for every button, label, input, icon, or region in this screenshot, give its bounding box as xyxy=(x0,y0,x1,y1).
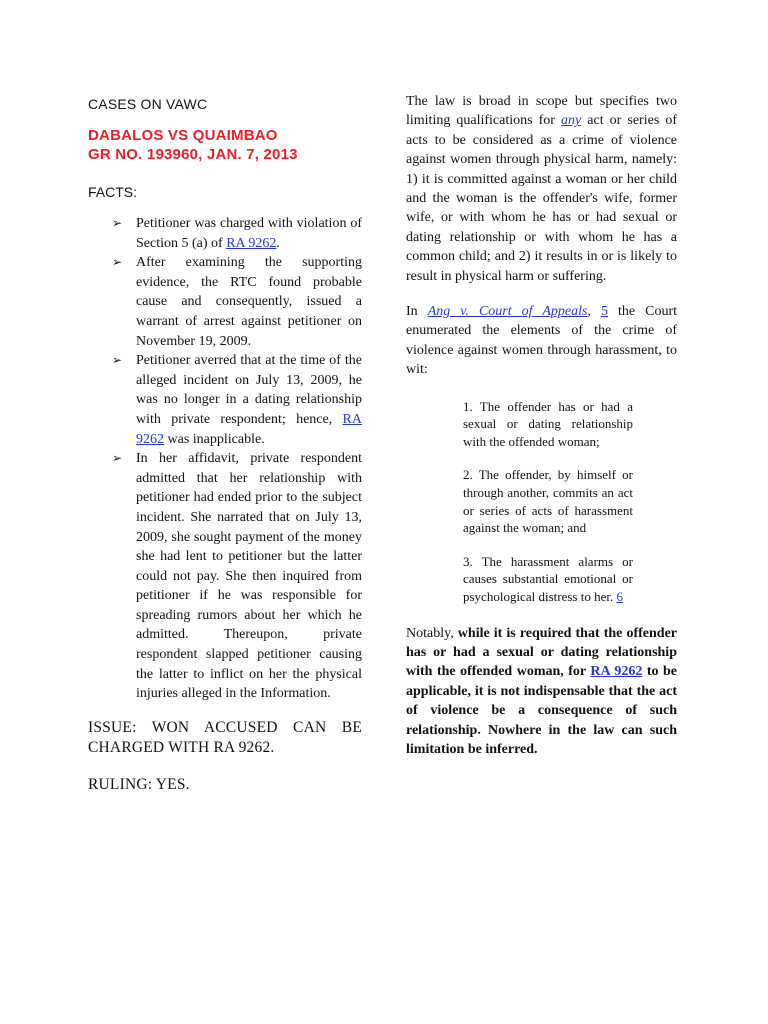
fact-text: Petitioner was charged with violation of Section 5 (a) of xyxy=(136,216,362,251)
fact-text: In her affidavit, private respondent admitted that her relationship with petitioner had ended prior to the subject incident. She narrated that on July 13, 2009, she sought payment of the money she had lent to petitioner but the latter could not pay. She then inquired from petitioner if he was responsible for spreading rumors about her which he admitted. Thereupon, private respondent slapped petitioner causing the latter to inflict on her the physical injuries alleged in the Information. xyxy=(136,451,362,702)
left-column xyxy=(88,92,362,794)
scope-paragraph: The law is broad in scope but specifies two limiting qualifications for any act or series of acts to be considered as a crime of violence against women through physical harm, namely: 1) it is committed against a woman or her child and the woman is the offender's wife, former wife, or with whom he has or had sexual or dating relationship or with whom he has a common child; and 2) it results in or is likely to result in physical harm or suffering. xyxy=(406,94,677,284)
arrow-bullet-icon: ➢ xyxy=(112,353,123,368)
ra-9262-link[interactable]: RA 9262 xyxy=(136,411,362,447)
right-column xyxy=(406,92,677,773)
list-item: ➢ Petitioner averred that at the time of the alleged incident on July 13, 2009, he was no longer in a dating relationship with private respondent; hence, RA 9262 was inapplicable. xyxy=(112,353,362,447)
issue-statement: ISSUE: WON ACCUSED CAN BE CHARGED WITH RA 9262. xyxy=(88,718,362,756)
facts-label: FACTS: xyxy=(88,184,138,200)
list-item xyxy=(88,449,362,704)
case-title-name: DABALOS VS QUAIMBAO xyxy=(88,127,278,144)
case-title xyxy=(88,126,362,164)
element-item: 1. The offender has or had a sexual or dating relationship with the offended woman; xyxy=(463,398,633,449)
page-heading: CASES ON VAWC xyxy=(88,96,208,112)
facts-list xyxy=(88,214,362,704)
arrow-bullet-icon: ➢ xyxy=(112,216,123,230)
ang-v-court-of-appeals-link[interactable]: Ang v. Court of Appeals xyxy=(427,304,588,320)
fact-text: Petitioner averred that at the time of the alleged incident on July 13, 2009, he was no longer in a dating relationship with private respondent; hence, xyxy=(136,353,362,427)
ang-case-paragraph: In Ang v. Court of Appeals, 5 the Court enumerated the elements of the crime of violence against women through harassment, to wit: xyxy=(406,304,677,378)
list-item xyxy=(88,253,362,351)
notably-paragraph: Notably, while it is required that the offender has or had a sexual or dating relationship with the offended woman, for RA 9262 to be applicable, it is not indispensable that the act of violence be a consequence of such relationship. Nowhere in the law can such limitation be inferred. xyxy=(406,625,678,758)
footnote-5-link[interactable]: 5 xyxy=(600,304,608,320)
element-item: 2. The offender, by himself or through another, commits an act or series of acts of harassment against the woman; and xyxy=(463,467,633,536)
case-title-gr-number: GR NO. 193960, JAN. 7, 2013 xyxy=(88,146,298,163)
ra-9262-link[interactable]: RA 9262 xyxy=(226,235,277,251)
elements-list xyxy=(463,398,633,606)
ra-9262-link[interactable]: RA 9262 xyxy=(590,664,643,680)
footnote-6-link[interactable]: 6 xyxy=(616,589,623,605)
any-emphasis-link[interactable]: any xyxy=(561,113,582,129)
arrow-bullet-icon: ➢ xyxy=(112,451,123,466)
arrow-bullet-icon: ➢ xyxy=(112,255,123,270)
element-item: 3. The harassment alarms or causes substantial emotional or psychological distress to her. 6 xyxy=(463,553,633,605)
ruling-statement: RULING: YES. xyxy=(88,775,190,793)
list-item: ➢ Petitioner was charged with violation of Section 5 (a) of RA 9262. xyxy=(112,216,362,251)
fact-text: After examining the supporting evidence, the RTC found probable cause and consequently, issued a warrant of arrest against petitioner on November 19, 2009. xyxy=(136,255,362,349)
